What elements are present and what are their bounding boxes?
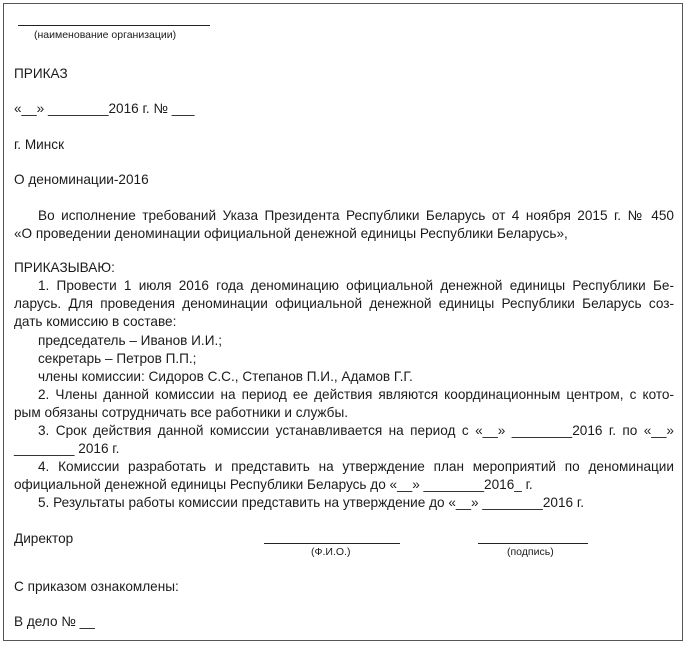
item-4-line-1: 4. Комиссии разработать и представить на утверждение план мероприятий по деноминации [38, 459, 674, 474]
item-1-line-1: 1. Провести 1 июля 2016 года деноминацию официальной денежной единицы Республики Бе- [38, 278, 674, 293]
director-signature-line [478, 543, 588, 544]
item-4-line-2: официальной денежной единицы Республики Беларусь до «__» ________2016_ г. [14, 477, 533, 492]
date-number-line: «__» ________2016 г. № ___ [14, 101, 195, 116]
city-line: г. Минск [14, 137, 65, 152]
director-label: Директор [14, 531, 74, 546]
item-5: 5. Результаты работы комиссии представить на утверждение до «__» ________2016 г. [38, 495, 584, 510]
item-1-line-2: ларусь. Для проведения деноминации официальной денежной единицы Республики Беларусь соз- [14, 296, 674, 311]
commission-chair: председатель – Иванов И.И.; [38, 333, 223, 348]
subject-line: О деноминации-2016 [14, 172, 149, 187]
commission-members: члены комиссии: Сидоров С.С., Степанов П.И., Адамов Г.Г. [38, 369, 413, 384]
director-name-caption: (Ф.И.О.) [311, 546, 351, 558]
item-3-line-1: 3. Срок действия данной комиссии устанавливается на период с «__» ________2016 г. по «__» [38, 423, 674, 438]
document-frame [3, 3, 683, 641]
file-number-line: В дело № __ [14, 614, 95, 629]
org-name-caption: (наименование организации) [34, 29, 177, 41]
document-title: ПРИКАЗ [14, 66, 68, 81]
acquainted-line: С приказом ознакомлены: [14, 579, 179, 594]
item-2-line-1: 2. Члены данной комиссии на период ее действия являются координационным центром, с кото- [38, 387, 674, 402]
preamble-line-2: «О проведении деноминации официальной денежной единицы Республики Беларусь», [14, 226, 568, 241]
order-word: ПРИКАЗЫВАЮ: [14, 260, 115, 275]
preamble-line-1: Во исполнение требований Указа Президента Республики Беларусь от 4 ноября 2015 г. № 450 [38, 208, 674, 223]
org-name-line [18, 25, 210, 26]
item-3-line-2: ________ 2016 г. [14, 441, 120, 456]
item-1-line-3: дать комиссию в составе: [14, 314, 177, 329]
director-signature-caption: (подпись) [507, 546, 554, 558]
director-name-line [264, 543, 400, 544]
commission-secretary: секретарь – Петров П.П.; [38, 351, 197, 366]
item-2-line-2: рым обязаны сотрудничать все работники и службы. [14, 405, 349, 420]
